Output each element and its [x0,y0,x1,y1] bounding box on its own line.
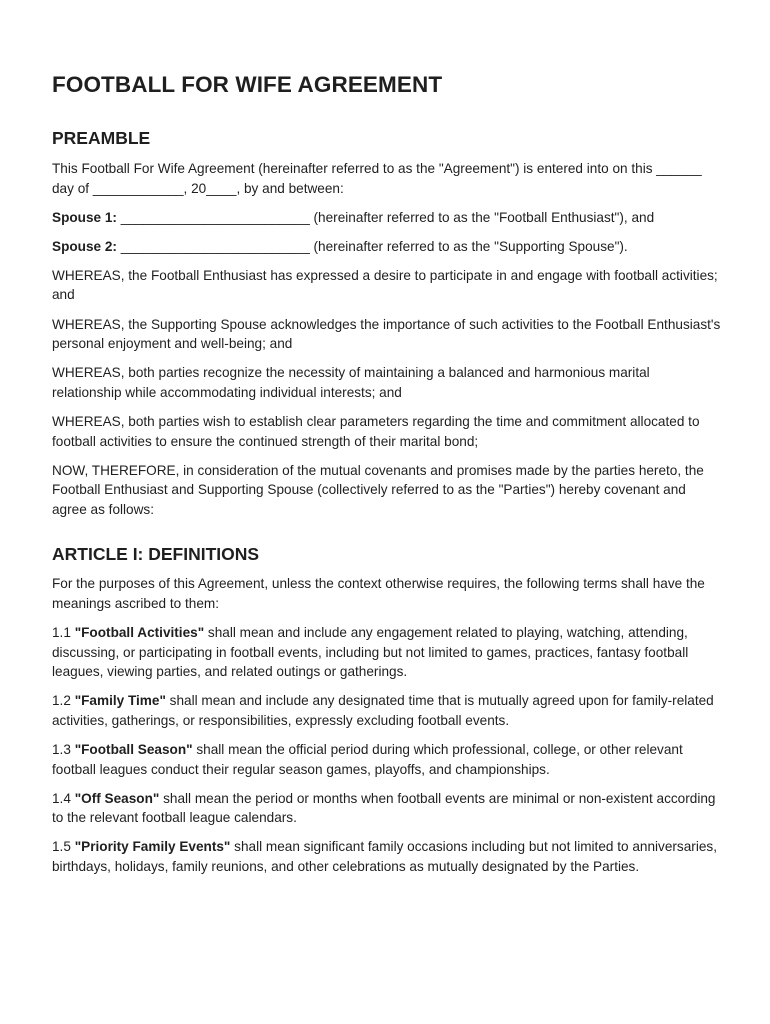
definition-text: shall mean the official period during which professional, college, or other relevant football leagues conduct their regular season games, playoffs, and championships. [52,742,683,777]
spouse1-text: _________________________ (hereinafter referred to as the "Football Enthusiast"), and [116,209,655,225]
definition-term: "Priority Family Events" [74,839,231,855]
definition-text: shall mean significant family occasions including but not limited to anniversaries, birthdays, holidays, family reunions, and other celebrations as mutually designated by the Parties. [52,839,717,875]
definition-text: shall mean and include any engagement related to playing, watching, attending, discussing, or participating in football events, including but not limited to games, practices, fantasy football leagues, viewing parties, and related outings or gatherings. [52,625,689,680]
whereas-clause-1: WHEREAS, the Football Enthusiast has expressed a desire to participate in and engage with football activities; and [52,267,718,303]
definition-1-1 [52,623,722,682]
definition-number: 1.1 [52,625,71,641]
definition-text: shall mean and include any designated time that is mutually agreed upon for family-related activities, gatherings, or responsibilities, expressly excluding football events. [52,693,714,728]
definition-1-5 [52,837,722,876]
definition-text: shall mean the period or months when football events are minimal or non-existent according to the relevant football league calendars. [52,790,716,826]
preamble-heading: PREAMBLE [52,128,151,148]
now-therefore-clause: NOW, THEREFORE, in consideration of the mutual covenants and promises made by the parties hereto, the Football Enthusiast and Supporting Spouse (collectively referred to as the "Parties") hereby covenant and agree as follows: [52,462,704,517]
definition-term: "Family Time" [74,693,166,709]
definition-number: 1.3 [52,742,71,758]
spouse1-line [52,208,722,228]
definition-term: "Football Season" [74,742,193,758]
whereas-clause-3: WHEREAS, both parties recognize the necessity of maintaining a balanced and harmonious marital relationship while accommodating individual interests; and [52,365,650,400]
document-page [52,70,722,886]
definition-1-4 [52,789,722,828]
definition-number: 1.5 [52,839,71,855]
spouse2-text: _________________________ (hereinafter referred to as the "Supporting Spouse"). [116,238,628,254]
preamble-intro: This Football For Wife Agreement (hereinafter referred to as the "Agreement") is entered into on this ______ day of ____________, 20____, by and between: [52,161,702,196]
definition-term: "Football Activities" [74,625,205,641]
definition-1-2 [52,691,722,730]
definition-1-3 [52,740,722,779]
spouse1-label: Spouse 1: [52,209,117,225]
definition-number: 1.2 [52,693,71,709]
spouse2-label: Spouse 2: [52,238,117,254]
definition-number: 1.4 [52,790,71,806]
spouse2-line [52,237,722,257]
article1-intro: For the purposes of this Agreement, unless the context otherwise requires, the following terms shall have the meanings ascribed to them: [52,576,705,611]
definition-term: "Off Season" [74,790,160,806]
article1-heading: ARTICLE I: DEFINITIONS [52,544,260,565]
document-title: FOOTBALL FOR WIFE AGREEMENT [52,72,443,97]
whereas-clause-2: WHEREAS, the Supporting Spouse acknowledges the importance of such activities to the Football Enthusiast's personal enjoyment and well-being; and [52,316,721,352]
whereas-clause-4: WHEREAS, both parties wish to establish clear parameters regarding the time and commitment allocated to football activities to ensure the continued strength of their marital bond; [52,413,700,449]
